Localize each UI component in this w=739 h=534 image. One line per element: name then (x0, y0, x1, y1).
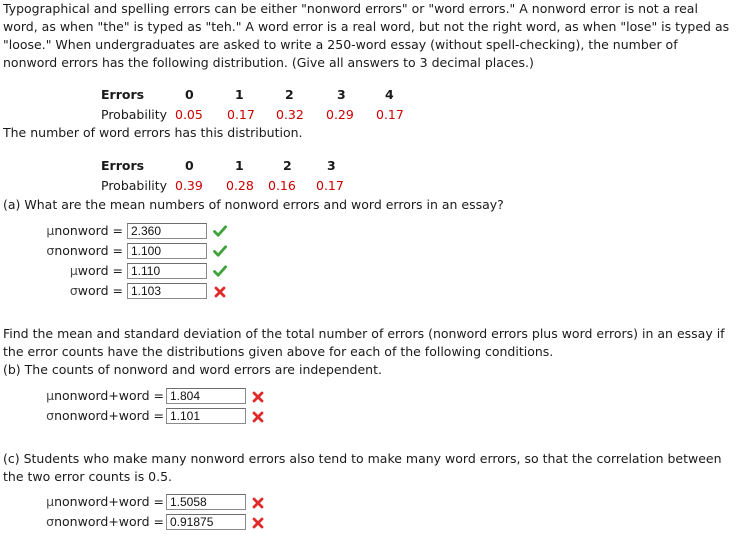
cross-icon (213, 285, 227, 299)
mu-nonword-label: μnonword = (46, 223, 123, 238)
check-icon (213, 244, 227, 258)
sigma-word-label: σword = (69, 283, 123, 298)
intro-paragraph: Typographical and spelling errors can be either "nonword errors" or "word errors." A nonword error is not a real word, as when "the" is typed as "teh." A word error is a real word, but not the right word, as when "lose" is typed as "loose." When undergraduates are asked to write a 250-word essay (without spell-checking), the number of nonword errors has the following distribution. (Give all answers to 3 decimal places.) (3, 1, 730, 70)
part-a-question: (a) What are the mean numbers of nonword errors and word errors in an essay? (3, 197, 504, 212)
sigma-word-input[interactable]: 1.103 (127, 283, 207, 299)
cross-icon (251, 390, 265, 404)
table1-probability-value: 0.17 (376, 107, 404, 122)
table1-probability-value: 0.05 (175, 107, 203, 122)
cross-icon (251, 496, 265, 510)
table2-error-value: 2 (283, 158, 292, 173)
mu-word-input[interactable]: 1.110 (127, 263, 207, 279)
table2-probability-value: 0.28 (226, 178, 254, 193)
table1-error-value: 4 (385, 87, 394, 102)
table1-error-value: 1 (235, 87, 244, 102)
find-instructions: Find the mean and standard deviation of the total number of errors (nonword errors plus word errors) in an essay if the error counts have the distributions given above for each of the following conditions. (3, 326, 725, 359)
sigma-total-input[interactable]: 1.101 (166, 408, 246, 424)
table1-error-value: 2 (285, 87, 294, 102)
part-b-question: (b) The counts of nonword and word errors are independent. (3, 362, 382, 377)
word-errors-intro: The number of word errors has this distribution. (3, 125, 303, 140)
table1-probability-header: Probability (101, 107, 168, 122)
part-c-question: (c) Students who make many nonword errors also tend to make many word errors, so that the correlation between the two error counts is 0.5. (3, 451, 722, 484)
check-icon (213, 224, 227, 238)
check-icon (213, 264, 227, 278)
sigma-total-correlated-input[interactable]: 0.91875 (166, 514, 246, 530)
sigma-nonword-label: σnonword = (46, 243, 123, 258)
mu-total-input[interactable]: 1.804 (166, 388, 246, 404)
cross-icon (251, 516, 265, 530)
table1-probability-value: 0.17 (227, 107, 255, 122)
table2-errors-header: Errors (101, 158, 145, 173)
cross-icon (251, 410, 265, 424)
mu-total-correlated-input[interactable]: 1.5058 (166, 494, 246, 510)
sigma-nonword-input[interactable]: 1.100 (127, 243, 207, 259)
table1-probability-value: 0.32 (276, 107, 304, 122)
table1-errors-header: Errors (101, 87, 145, 102)
table2-probability-value: 0.17 (316, 178, 344, 193)
sigma-total-label: σnonword+word = (46, 408, 164, 423)
table2-probability-value: 0.39 (175, 178, 203, 193)
table1-probability-value: 0.29 (326, 107, 354, 122)
table2-probability-header: Probability (101, 178, 168, 193)
mu-total-label: μnonword+word = (46, 388, 164, 403)
mu-word-label: μword = (69, 263, 123, 278)
table2-error-value: 3 (327, 158, 336, 173)
sigma-total-correlated-label: σnonword+word = (46, 514, 164, 529)
table2-error-value: 1 (235, 158, 244, 173)
table2-error-value: 0 (185, 158, 194, 173)
table1-error-value: 0 (185, 87, 194, 102)
mu-total-correlated-label: μnonword+word = (46, 494, 164, 509)
table1-error-value: 3 (337, 87, 346, 102)
table2-probability-value: 0.16 (268, 178, 296, 193)
mu-nonword-input[interactable]: 2.360 (127, 223, 207, 239)
